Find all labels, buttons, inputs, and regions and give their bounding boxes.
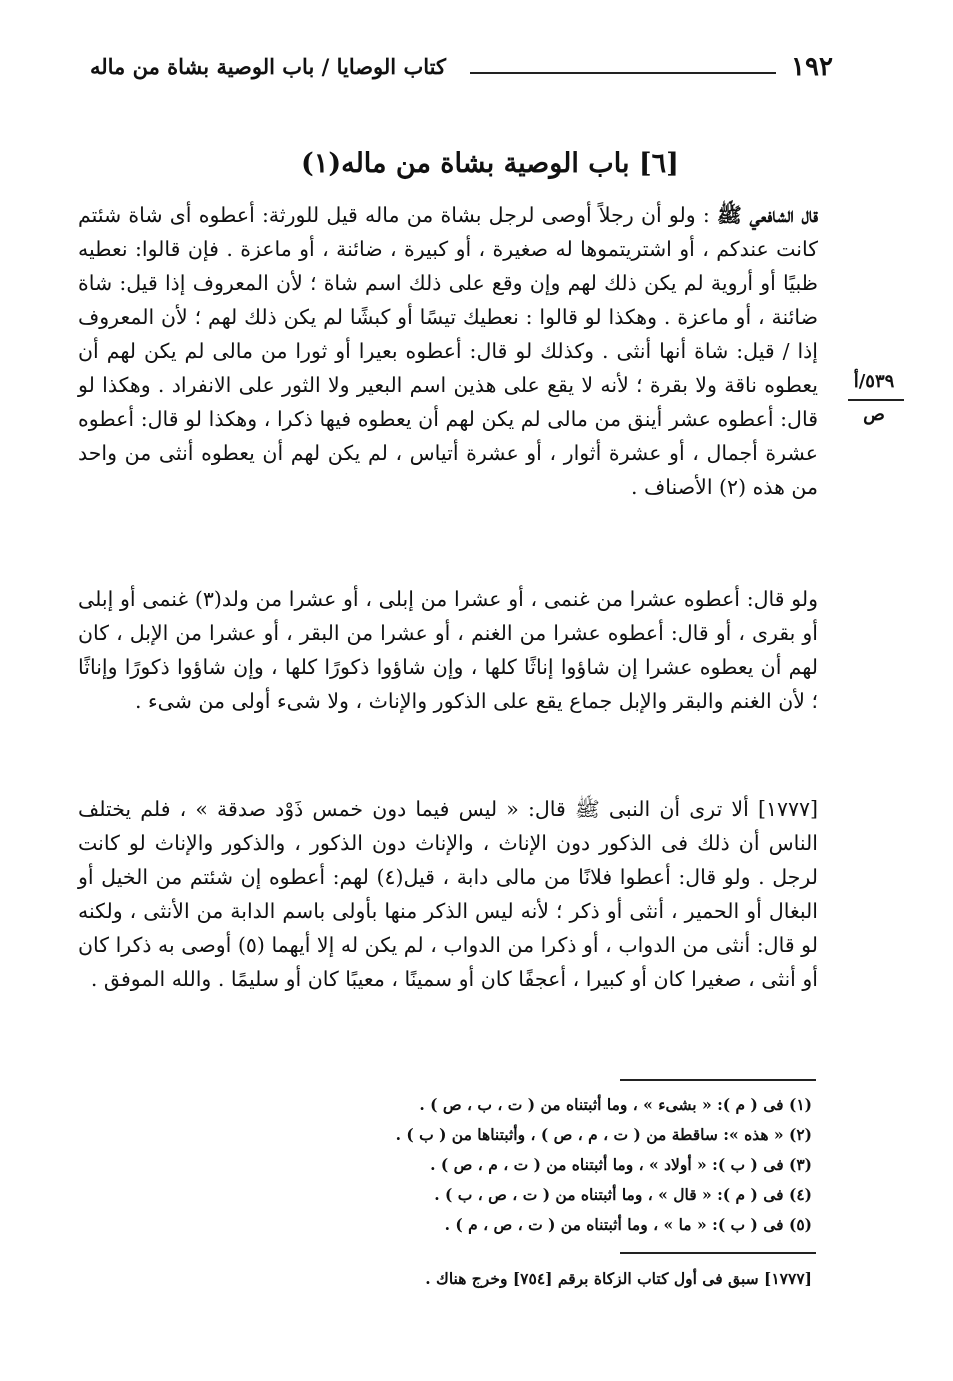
paragraph-lead: قال الشافعي ﷺ — [716, 203, 818, 227]
chapter-title: [٦] باب الوصية بشاة من ماله(١) — [301, 148, 679, 179]
body-paragraph: [١٧٧٧] ألا ترى أن النبى ﷺ قال: « ليس فيما دون خمس ذَوْد صدقة » ، فلم يختلف الناس أن ذلك فى الذكور دون الإناث ، والإناث دون الذكور ، والذكور والإناث لو كانت لرجل . ولو قال: أعطوا فلانًا من مالى دابة ، قيل(٤) لهم: أعطوه إن شئتم من الخيل أو البغال أو الحمير ، أنثى أو ذكر ؛ لأنه ليس الذكر منها بأولى باسم الدابة من الأنثى ، ولكنه لو قال: أنثى من الدواب ، أو ذكرا من الدواب ، لم يكن له إلا أيهما (٥) أوصى به ذكرا كان أو أنثى ، صغيرا كان أو كبيرا ، أعجفًا كان أو سمينًا ، معيبًا كان أو سليمًا . والله الموفق . — [78, 797, 818, 991]
footnote-list — [300, 1090, 812, 1240]
footnote: (١) فى ( م ): « بشىء » ، وما أثبتناه من ( ت ، ب ، ص ) . — [419, 1095, 812, 1114]
footnote: (٣) فى ( ب ): « أولاد » ، وما أثبتناه من ( ت ، م ، ص ) . — [430, 1155, 812, 1174]
footnote: (٥) فى ( ب ): « ما » ، وما أثبتناه من ( ت ، ص ، م ) . — [444, 1215, 812, 1234]
body-paragraph — [78, 198, 818, 570]
margin-folio-reference: ٥٣٩/أ — [853, 371, 895, 392]
paragraph-text: : ولو أن رجلاً أوصى لرجل بشاة من ماله قيل للورثة: أعطوه أى شاة شئتم كانت عندكم ، أو اشتريتموها له صغيرة ، أو كبيرة ، ضائنة ، أو ماعزة . فإن قالوا: نعطيه ظبيًا أو أروية لم يكن ذلك لهم وإن وقع على ذلك اسم شاة ؛ لأن المعروف إذا قيل: شاة ضائنة ، أو ماعزة . وهكذا لو قالوا : نعطيك تيسًا أو كبشًا لم يكن ذلك لهم ؛ لأن المعروف إذا / قيل: شاة أنها أنثى . وكذلك لو قال: أعطوه بعيرا أو ثورا من مالى لم يكن لهم أن يعطوه ناقة ولا بقرة ؛ لأنه لا يقع على هذين اسم البعير ولا الثور على الانفراد . وهكذا لو قال: أعطوه عشر أينق من مالى لم يكن لهم أن يعطوه فيها ذكرا ، وهكذا لو قال: أعطوه عشرة أجمال ، أو عشرة أثوار ، أو عشرة أتياس ، لم يكن لهم أن يعطوه أنثى من واحد من هذه (٢) الأصناف . — [78, 203, 818, 499]
margin-rule — [848, 399, 904, 401]
hadith-note-rule — [620, 1252, 816, 1254]
footnote: (٤) فى ( م ): « قال » ، وما أثبتناه من ( ت ، ص ، ب ) . — [434, 1185, 812, 1204]
page-number: ١٩٢ — [791, 52, 833, 82]
margin-manuscript-siglum: ص — [863, 404, 885, 425]
footnote-rule — [620, 1079, 816, 1081]
hadith-note: [١٧٧٧] سبق فى أول كتاب الزكاة برقم [٧٥٤] وخرج هناك . — [425, 1269, 812, 1288]
running-head: كتاب الوصايا / باب الوصية بشاة من ماله — [90, 54, 446, 79]
footnote: (٢) « هذه »: ساقطة من ( ت ، م ، ص ) ، وأثبتناها من ( ب ) . — [395, 1125, 812, 1144]
header-rule — [470, 72, 776, 74]
body-paragraph: ولو قال: أعطوه عشرا من غنمى ، أو عشرا من إبلى ، أو عشرا من ولد(٣) غنمى أو إبلى أو بقرى ، أو قال: أعطوه عشرا من الغنم ، أو عشرا من البقر ، أو عشرا من الإبل ، كان لهم أن يعطوه عشرا إن شاؤوا إناثًا كلها ، وإن شاؤوا ذكورًا كلها ، وإن شاؤوا ذكورًا وإناثًا ؛ لأن الغنم والبقر والإبل جماع يقع على الذكور والإناث ، ولا شىء أولى من شىء . — [78, 587, 819, 713]
